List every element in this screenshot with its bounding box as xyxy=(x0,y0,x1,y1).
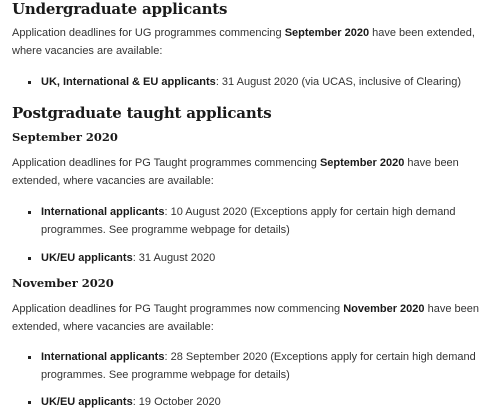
list-item xyxy=(12,249,488,267)
ug-intro-after: have been extended, where vacancies are available: xyxy=(12,27,475,57)
pgt-heading: Postgraduate taught applicants xyxy=(12,104,272,122)
pgt-nov-subheading: November 2020 xyxy=(12,276,114,290)
pgt-sept-intro-after: have been extended, where vacancies are available: xyxy=(12,157,459,187)
bullet-icon xyxy=(28,356,31,359)
list-item xyxy=(12,348,488,384)
bullet-icon xyxy=(28,211,31,214)
pgt-sept-deadline-list xyxy=(12,203,488,267)
item-label: UK/EU applicants xyxy=(41,396,133,408)
pgt-nov-intro-bold: November 2020 xyxy=(343,303,425,315)
item-text: : 28 September 2020 (Exceptions apply for certain high demand programmes. See programme webpage for details) xyxy=(41,351,476,381)
item-label: International applicants xyxy=(41,351,165,363)
item-text: : 19 October 2020 xyxy=(132,396,221,408)
item-label: International applicants xyxy=(41,206,165,218)
pgt-nov-deadline-list xyxy=(12,348,488,411)
ug-intro xyxy=(12,24,488,60)
bullet-icon xyxy=(28,257,31,260)
pgt-nov-intro-after: have been extended, where vacancies are available: xyxy=(12,303,479,333)
item-text: : 31 August 2020 xyxy=(132,252,216,264)
ug-intro-bold: September 2020 xyxy=(284,27,370,39)
ug-deadline-list xyxy=(12,73,488,91)
pgt-sept-intro-bold: September 2020 xyxy=(319,157,405,169)
pgt-sept-subheading: September 2020 xyxy=(12,130,118,144)
pgt-nov-intro xyxy=(12,300,488,336)
bullet-icon xyxy=(28,401,31,404)
pgt-sept-intro xyxy=(12,154,488,190)
item-label: UK, International & EU applicants xyxy=(41,76,216,88)
item-text: : 10 August 2020 (Exceptions apply for certain high demand programmes. See programme webpage for details) xyxy=(41,206,456,236)
bullet-icon xyxy=(28,81,31,84)
list-item xyxy=(12,203,488,239)
pgt-sept-intro-before: Application deadlines for PG Taught programmes commencing xyxy=(12,157,320,169)
list-item xyxy=(12,393,488,411)
item-text: : 31 August 2020 (via UCAS, inclusive of Clearing) xyxy=(215,76,461,88)
ug-heading: Undergraduate applicants xyxy=(12,0,228,18)
ug-intro-before: Application deadlines for UG programmes commencing xyxy=(12,27,285,39)
list-item xyxy=(12,73,488,91)
pgt-nov-intro-before: Application deadlines for PG Taught programmes now commencing xyxy=(12,303,344,315)
item-label: UK/EU applicants xyxy=(41,252,133,264)
